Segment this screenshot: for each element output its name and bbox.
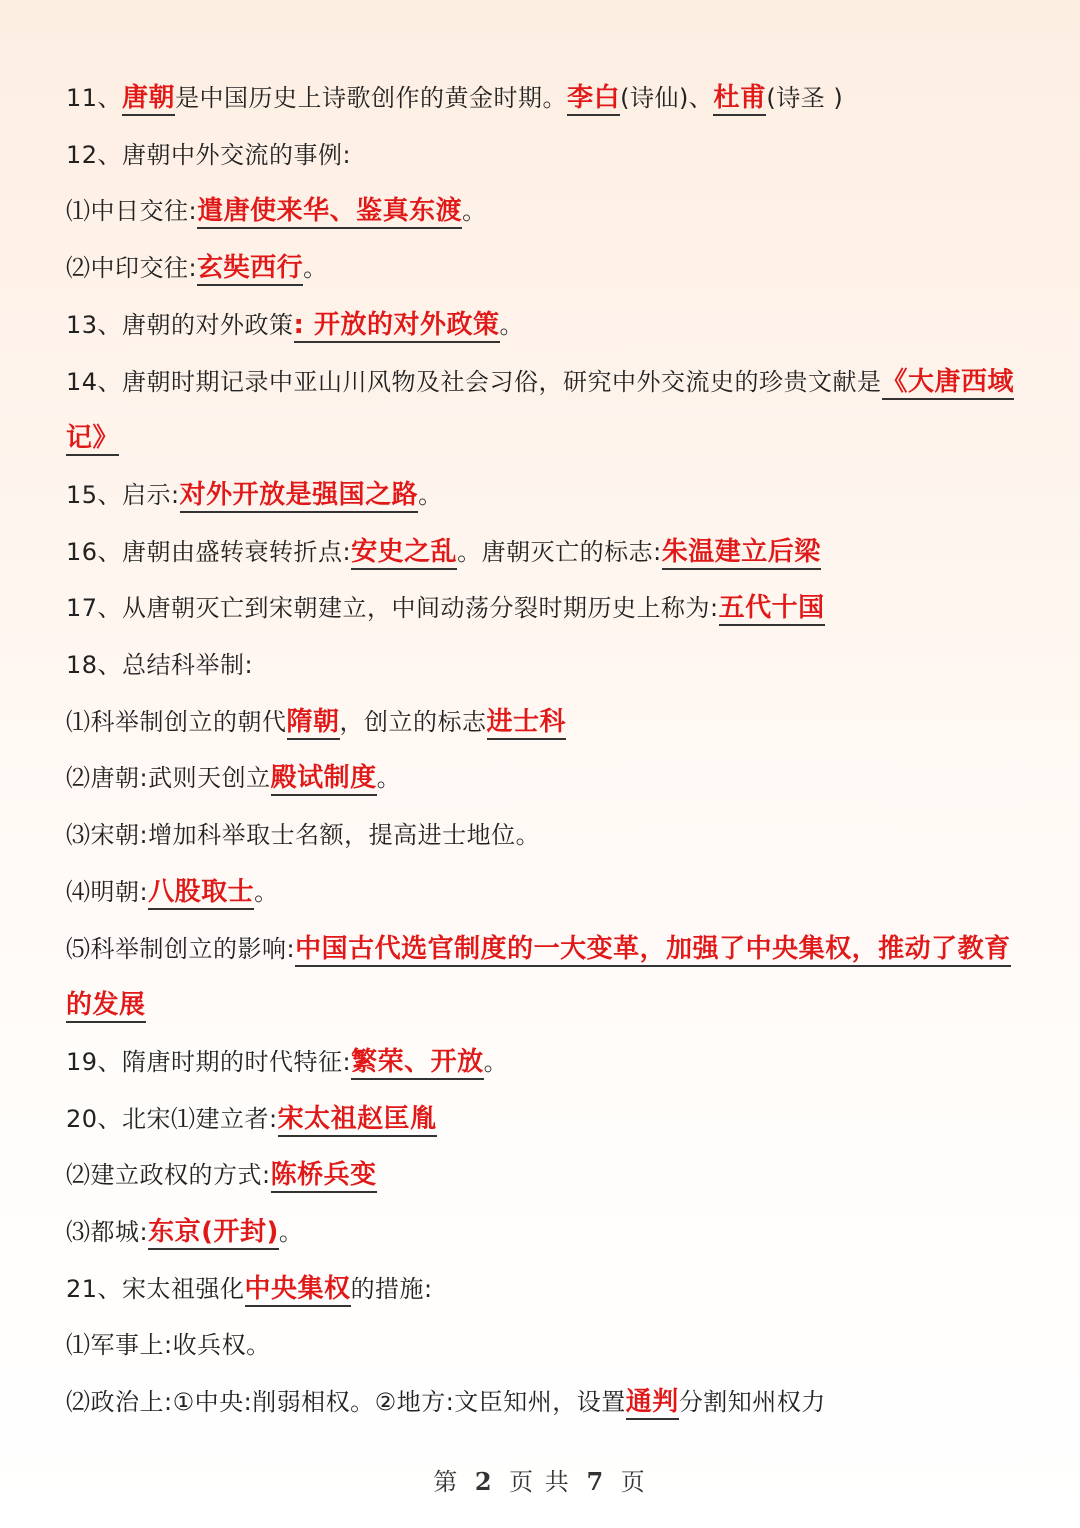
note-line (66, 240, 1018, 297)
notes-list (66, 70, 1018, 1431)
note-text: 21、宋太祖强化 (66, 1274, 245, 1303)
note-text: 。 (483, 1047, 509, 1076)
note-text: ⑸科举制创立的影响: (66, 934, 296, 963)
answer-highlight: 唐朝 (122, 83, 175, 116)
note-text: 15、启示: (66, 480, 180, 509)
answer-highlight: 陈桥兵变 (271, 1160, 377, 1193)
note-line (66, 1374, 1018, 1431)
note-text: ⑴科举制创立的朝代 (66, 707, 287, 736)
note-text: 。 (254, 877, 279, 906)
answer-highlight: 中国古代选官制度的一大变革，加强了中央集权，推动了教育的发展 (66, 934, 1011, 1024)
footer-middle: 页 共 (509, 1468, 571, 1496)
note-text: ⑷明朝: (66, 877, 149, 906)
note-line (66, 637, 1018, 694)
answer-highlight: 殿试制度 (271, 763, 377, 796)
note-text: 20、北宋⑴建立者: (66, 1104, 278, 1133)
note-text: ⑵唐朝:武则天创立 (66, 764, 271, 793)
note-text: 19、隋唐时期的时代特征: (66, 1047, 352, 1076)
note-line (66, 807, 1018, 864)
answer-highlight: 玄奘西行 (197, 253, 303, 286)
note-line (66, 580, 1018, 637)
note-line (66, 524, 1018, 581)
note-text: 。 (303, 254, 328, 283)
note-line (66, 1261, 1018, 1318)
note-text: 。唐朝灭亡的标志: (457, 537, 662, 566)
note-line (66, 70, 1018, 127)
note-text: 。 (499, 310, 524, 339)
note-text: ⑵建立政权的方式: (66, 1161, 271, 1190)
note-line (66, 921, 1018, 1034)
note-line (66, 1147, 1018, 1204)
note-line (66, 354, 1018, 467)
note-text: 11、 (66, 84, 123, 112)
answer-highlight: 隋朝 (287, 707, 340, 740)
answer-highlight: 李白 (567, 83, 620, 116)
answer-highlight: 东京(开封) (148, 1217, 279, 1250)
total-page-number: 7 (586, 1467, 606, 1496)
answer-highlight: 八股取士 (148, 877, 254, 910)
answer-highlight: 遣唐使来华、鉴真东渡 (197, 196, 462, 229)
note-text: 分割知州权力 (678, 1388, 826, 1417)
footer-suffix: 页 (620, 1468, 647, 1496)
note-text: ，创立的标志 (339, 707, 487, 736)
note-text: (诗圣 ) (766, 84, 844, 112)
answer-highlight: 杜甫 (713, 83, 766, 116)
note-text: 。 (376, 764, 402, 793)
note-text: ⑴军事上:收兵权。 (66, 1331, 271, 1360)
answer-highlight: 宋太祖赵匡胤 (278, 1104, 437, 1137)
page-footer (0, 1462, 1080, 1497)
note-text: 14、唐朝时期记录中亚山川风物及社会习俗，研究中外交流史的珍贵文献是 (66, 367, 882, 396)
answer-highlight: 中央集权 (245, 1274, 351, 1307)
answer-highlight: 对外开放是强国之路 (180, 480, 419, 513)
note-text: 是中国历史上诗歌创作的黄金时期。 (175, 84, 568, 112)
answer-highlight: 《大唐西域记》 (66, 367, 1014, 457)
note-text: ⑶都城: (66, 1218, 149, 1247)
note-line (66, 750, 1018, 807)
note-text: 12、唐朝中外交流的事例: (66, 140, 352, 169)
note-text: (诗仙)、 (620, 84, 714, 112)
notes-content (66, 70, 1018, 1431)
note-line (66, 127, 1018, 184)
note-text: ⑶宋朝:增加科举取士名额，提高进士地位。 (66, 821, 541, 850)
note-text: 18、总结科举制: (66, 651, 254, 680)
note-text: 。 (462, 197, 487, 226)
note-text: 。 (278, 1218, 304, 1247)
answer-highlight: 安史之乱 (351, 537, 457, 570)
note-line (66, 467, 1018, 524)
note-text: 17、从唐朝灭亡到宋朝建立，中间动荡分裂时期历史上称为: (66, 594, 719, 623)
note-text: ⑴中日交往: (66, 197, 198, 226)
note-text: 16、唐朝由盛转衰转折点: (66, 537, 352, 566)
answer-highlight: : 开放的对外政策 (294, 310, 500, 343)
answer-highlight: 通判 (626, 1387, 679, 1420)
note-line (66, 1034, 1018, 1091)
note-text: ⑵中印交往: (66, 254, 198, 283)
note-line (66, 1204, 1018, 1261)
note-text: 的措施: (350, 1274, 433, 1303)
current-page-number: 2 (474, 1467, 494, 1496)
note-text: 13、唐朝的对外政策 (66, 310, 294, 339)
note-line (66, 1091, 1018, 1148)
note-line (66, 183, 1018, 240)
note-text: ⑵政治上:①中央:削弱相权。②地方:文臣知州，设置 (66, 1388, 626, 1417)
note-line (66, 1317, 1018, 1374)
answer-highlight: 进士科 (487, 707, 567, 740)
answer-highlight: 繁荣、开放 (351, 1047, 484, 1080)
answer-highlight: 朱温建立后梁 (662, 537, 821, 570)
note-line (66, 297, 1018, 354)
note-line (66, 694, 1018, 751)
footer-prefix: 第 (433, 1468, 460, 1496)
note-text: 。 (418, 480, 443, 509)
answer-highlight: 五代十国 (719, 593, 825, 626)
note-line (66, 864, 1018, 921)
